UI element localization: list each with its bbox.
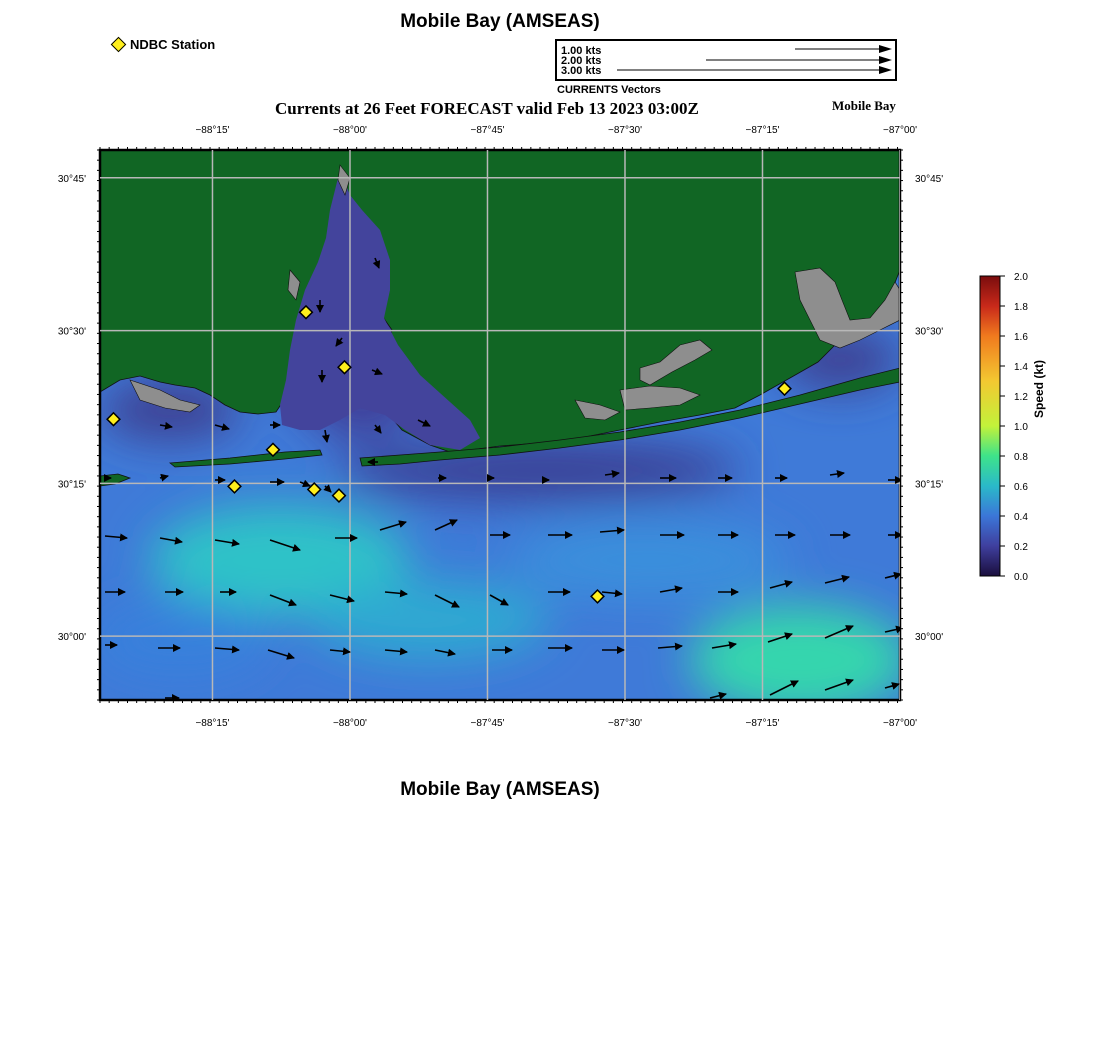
lon-tick-label: −87°00' — [883, 718, 917, 729]
colorbar-tick-label: 1.4 — [1014, 362, 1028, 373]
station-legend-label: NDBC Station — [130, 37, 216, 52]
vector-key-label-3: 3.00 kts — [561, 65, 602, 77]
vector-key-arrows — [617, 45, 892, 74]
lon-tick-label: −87°45' — [470, 718, 505, 729]
lat-tick-label: 30°00' — [915, 632, 944, 644]
lat-tick-label: 30°30' — [57, 326, 86, 338]
lon-tick-label: −87°30' — [607, 718, 642, 729]
lon-tick-label: −87°30' — [607, 125, 642, 136]
lon-tick-label: −88°00' — [332, 125, 367, 136]
colorbar-tick-label: 0.4 — [1014, 512, 1028, 523]
colorbar-tick-label: 1.2 — [1014, 392, 1028, 403]
map-subtitle: Currents at 26 Feet FORECAST valid Feb 13 2023 03:00Z — [275, 99, 699, 118]
lon-tick-label: −87°15' — [745, 718, 780, 729]
lat-tick-label: 30°15' — [57, 479, 86, 491]
lat-tick-label: 30°45' — [57, 173, 86, 185]
map-title: Mobile Bay (AMSEAS) — [400, 11, 600, 32]
footer-title: Mobile Bay (AMSEAS) — [400, 779, 600, 800]
lon-tick-label: −88°15' — [195, 718, 230, 729]
lat-tick-label: 30°30' — [915, 326, 944, 338]
colorbar-tick-label: 1.6 — [1014, 332, 1028, 343]
colorbar-tick-label: 0.6 — [1014, 482, 1028, 493]
vector-key-label-1: 1.00 kts — [561, 45, 602, 57]
colorbar — [980, 276, 1000, 576]
colorbar-tick-label: 1.0 — [1014, 422, 1028, 433]
colorbar-tick-label: 0.0 — [1014, 572, 1028, 583]
vector-key-caption: CURRENTS Vectors — [557, 84, 661, 96]
colorbar-tick-label: 1.8 — [1014, 302, 1028, 313]
lon-tick-label: −88°15' — [195, 125, 230, 136]
lon-tick-label: −87°00' — [883, 125, 917, 136]
colorbar-ticks — [1000, 272, 1028, 583]
lon-tick-label: −87°15' — [745, 125, 780, 136]
lat-tick-label: 30°45' — [915, 173, 944, 185]
colorbar-tick-label: 2.0 — [1014, 272, 1028, 283]
lon-tick-label: −87°45' — [470, 125, 505, 136]
lat-tick-label: 30°00' — [57, 632, 86, 644]
colorbar-tick-label: 0.8 — [1014, 452, 1028, 463]
region-label: Mobile Bay — [832, 98, 896, 113]
lon-tick-label: −88°00' — [332, 718, 367, 729]
colorbar-label: Speed (kt) — [1032, 359, 1046, 418]
colorbar-tick-label: 0.2 — [1014, 542, 1028, 553]
lat-tick-label: 30°15' — [915, 479, 944, 491]
vector-key-label-2: 2.00 kts — [561, 55, 602, 67]
